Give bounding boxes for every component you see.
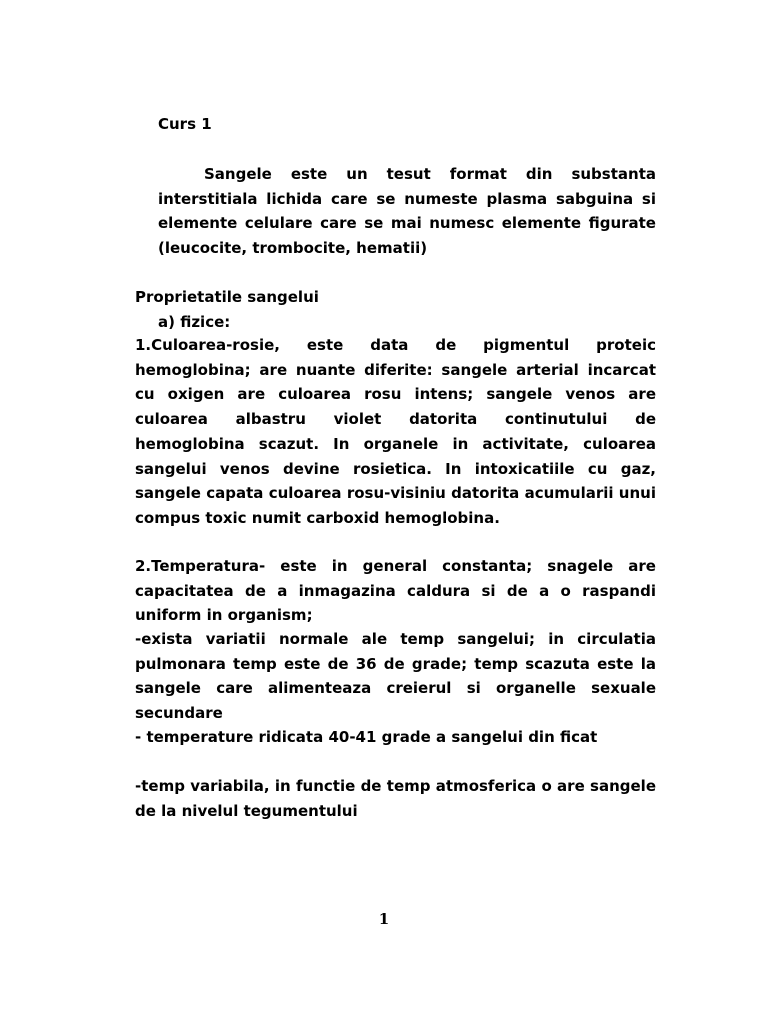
subsection-title: a) fizice: [158,313,231,331]
page-title: Curs 1 [158,115,212,133]
paragraph-variatii: -exista variatii normale ale temp sangelui; in circulatia pulmonara temp este de 36 de grade; temp scazuta este la sangele care alimenteaza creierul si organelle sexuale secundare [135,630,656,723]
intro-paragraph: Sangele este un tesut format din substanta interstitiala lichida care se numeste plasma sabguina si elemente celulare care se mai numesc elemente figurate (leucocite, trombocite, hematii) [158,165,656,258]
paragraph-ficat: - temperature ridicata 40-41 grade a sangelui din ficat [135,728,598,746]
section-title: Proprietatile sangelui [135,288,319,306]
paragraph-tegument: -temp variabila, in functie de temp atmosferica o are sangele de la nivelul tegumentului [135,777,656,820]
paragraph-culoarea: 1.Culoarea-rosie, este data de pigmentul proteic hemoglobina; are nuante diferite: sangele arterial incarcat cu oxigen are culoarea rosu intens; sangele venos are culoarea albastru violet datorita continutului de hemoglobina scazut. In organele in activitate, culoarea sangelui venos devine rosietica. In intoxicatiile cu gaz, sangele capata culoarea rosu-visiniu datorita acumularii unui compus toxic numit carboxid hemoglobina. [135,336,656,527]
paragraph-temperatura: 2.Temperatura- este in general constanta; snagele are capacitatea de a inmagazina caldura si de a o raspandi uniform in organism; [135,557,656,625]
page-number: 1 [378,910,390,928]
